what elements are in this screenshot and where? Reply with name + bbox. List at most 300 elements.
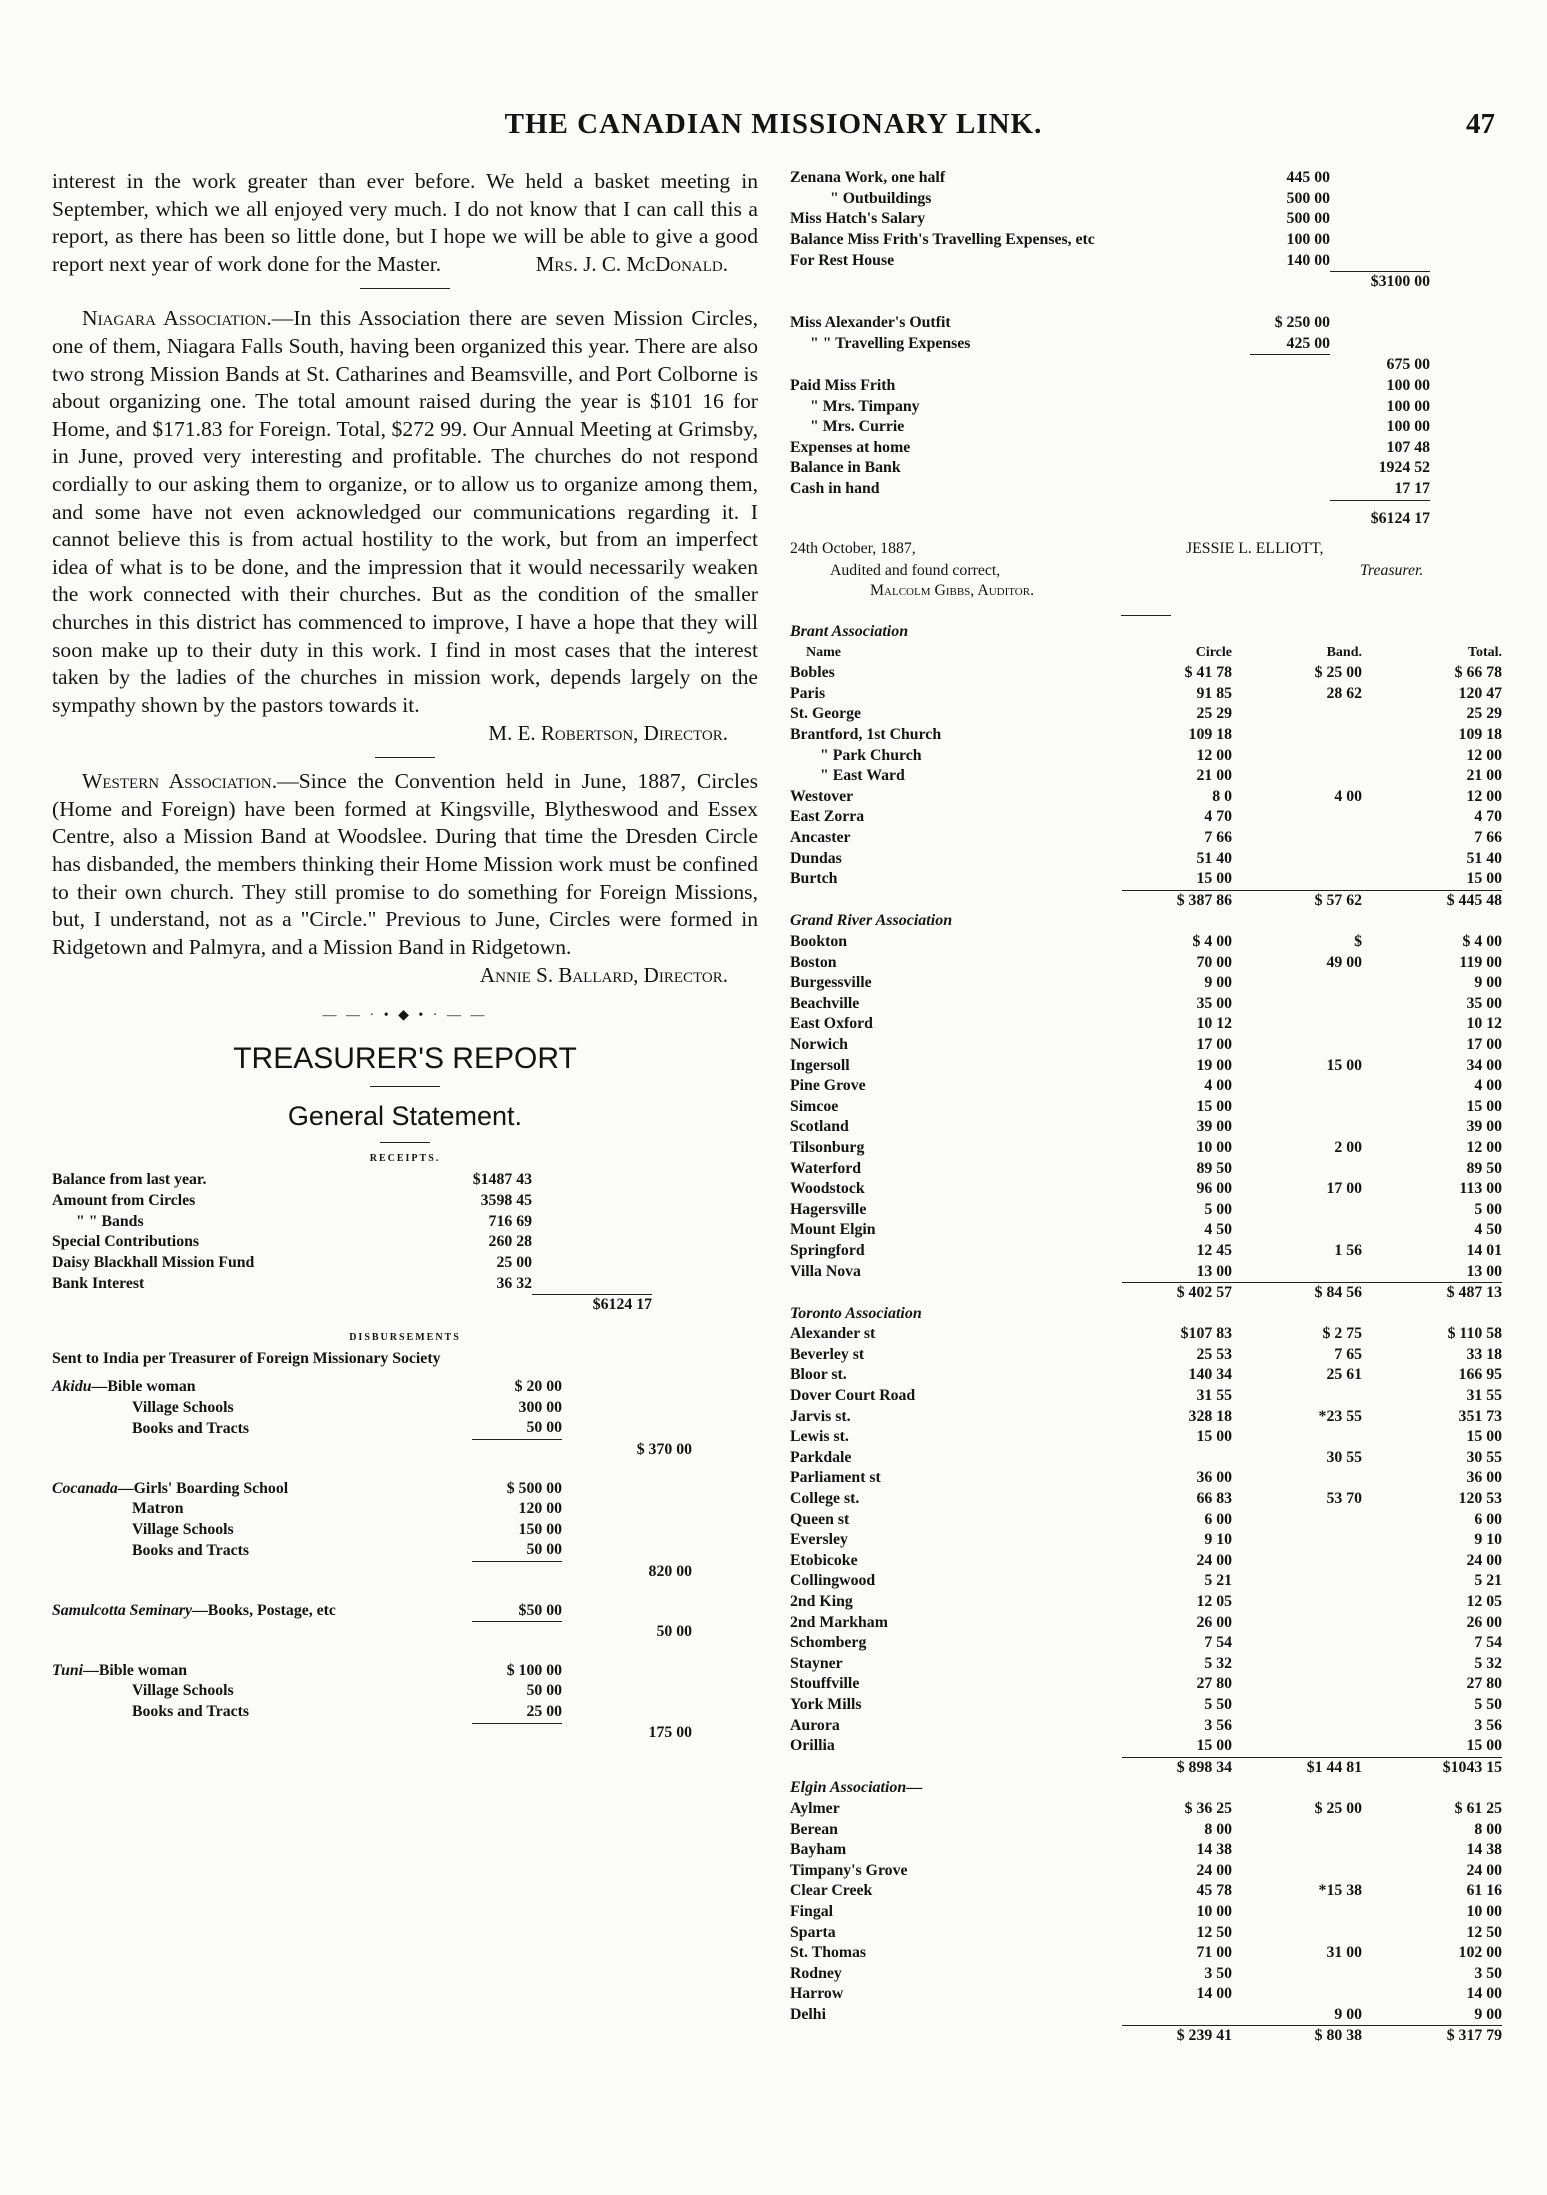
circle-amount: $ 4 00 [1192,933,1232,950]
total-amount: 24 00 [1466,1861,1502,1879]
church-name: Lewis st. [790,1428,849,1446]
left-column [52,168,758,1744]
church-name: Paris [790,684,826,702]
table-row [790,663,1502,684]
samulcotta-table [52,1601,692,1643]
band-amount [1232,725,1362,746]
table-row [790,953,1502,974]
total-amount: 12 05 [1466,1593,1502,1610]
table-row: Books and Tracts 50 00 [132,1541,562,1559]
circle-amount: 3 56 [1204,1716,1232,1734]
table-row: Akidu—Bible woman $ 20 00 [52,1378,562,1396]
total-amount: 24 00 [1466,1551,1502,1569]
total-amount: 27 80 [1466,1675,1502,1693]
table-row: " Outbuildings 500 00 [830,189,1330,207]
table-row: " Mrs. Currie 100 00 [810,418,1430,436]
column-header-band: Band. [1326,644,1362,660]
church-name: Boston [790,953,837,971]
total-amount: 4 70 [1474,808,1502,826]
band-amount [1232,1530,1362,1551]
table-row: Cash in hand 17 17 [790,479,1430,498]
total-row: $ 370 00 [52,1439,692,1460]
circle-amount: 5 00 [1204,1200,1232,1218]
total-amount: 8 00 [1474,1820,1502,1838]
total-amount: 89 50 [1466,1159,1502,1177]
circle-amount: 10 00 [1196,1902,1232,1920]
total-amount: 5 21 [1474,1572,1502,1590]
table-row: Miss Alexander's Outfit $ 250 00 [790,314,1330,332]
circle-total: $ 402 57 [1122,1283,1232,1304]
table-row: Village Schools 150 00 [132,1520,562,1538]
total-amount: 5 50 [1474,1695,1502,1713]
circle-total: $ 239 41 [1122,2026,1232,2047]
circle-amount: 9 10 [1204,1531,1232,1549]
circle-amount: 12 00 [1196,746,1232,764]
circle-amount: 70 00 [1196,953,1232,971]
church-name: Westover [790,787,854,805]
circle-amount: 10 12 [1196,1015,1232,1033]
band-amount [1232,1674,1362,1695]
circle-amount: 14 00 [1196,1985,1232,2003]
band-amount [1232,1820,1362,1841]
disbursement-items-table [790,168,1430,529]
column-header-row [790,643,1502,664]
church-name: Ancaster [790,829,851,847]
total-amount: $ 110 58 [1447,1325,1502,1343]
total-amount: $ 4 00 [1462,933,1502,950]
table-row [790,1964,1502,1985]
circle-amount: 24 00 [1196,1551,1232,1569]
circle-amount: 15 00 [1196,1097,1232,1115]
association-name: Grand River Association [790,912,953,930]
band-amount [1232,1468,1362,1489]
band-amount [1232,1551,1362,1572]
church-name: St. Thomas [790,1944,867,1962]
association-name-row [790,1304,1502,1325]
band-amount [1232,1014,1362,1035]
band-amount [1232,1510,1362,1531]
association-name-row [790,622,1502,643]
circle-amount: 91 85 [1196,684,1232,702]
circle-amount: 15 00 [1196,1737,1232,1755]
total-amount: 10 12 [1466,1015,1502,1033]
church-name: Clear Creek [790,1882,873,1900]
church-name: Bobles [790,664,835,682]
total-row: 175 00 [52,1723,692,1744]
intro-signature: Mrs. J. C. McDonald. [535,252,728,277]
table-row [790,1138,1502,1159]
association-name: Brant Association [790,623,909,641]
western-signature: Annie S. Ballard, Director. [479,963,728,988]
right-column [790,168,1502,2047]
total-amount: 119 00 [1459,953,1502,971]
church-name: East Zorra [790,808,865,826]
table-row [790,1386,1502,1407]
total-amount: $ 66 78 [1454,664,1502,682]
circle-amount: 26 00 [1196,1613,1232,1631]
circle-amount: 10 00 [1196,1138,1232,1156]
band-amount [1232,994,1362,1015]
band-amount [1232,1076,1362,1097]
treasurer-name: JESSIE L. ELLIOTT, [1186,540,1324,558]
table-row [790,1407,1502,1428]
band-amount: 25 61 [1326,1366,1362,1384]
divider [1121,615,1171,616]
grand-total: $6124 17 [1330,500,1430,529]
divider [380,1142,430,1143]
church-name: Simcoe [790,1097,839,1115]
total-amount: 3 50 [1474,1964,1502,1982]
table-row [790,1674,1502,1695]
total-amount: 13 00 [1466,1262,1502,1280]
church-name: Scotland [790,1118,849,1136]
table-row [790,1365,1502,1386]
total-amount: 3 56 [1474,1716,1502,1734]
association-name-row [790,911,1502,932]
table-row [790,1179,1502,1200]
niagara-heading: Niagara Association. [82,306,272,331]
table-row [790,1943,1502,1964]
band-amount [1232,746,1362,767]
table-row [790,973,1502,994]
band-amount: 2 00 [1334,1138,1362,1156]
total-amount: 12 00 [1466,787,1502,805]
total-amount: 34 00 [1466,1056,1502,1074]
band-amount [1232,1035,1362,1056]
total-amount: 120 53 [1458,1490,1502,1508]
circle-amount [1122,2005,1232,2026]
church-name: Pine Grove [790,1077,866,1095]
circle-amount: $107 83 [1180,1325,1232,1343]
band-amount [1232,704,1362,725]
table-row [790,1633,1502,1654]
niagara-paragraph: Niagara Association.—In this Association there are seven Mission Circles, one of them, Niagara Falls South, having been organized this year. There are also two strong Mission Bands at St. Catharines and Beamsville, and Port Colborne is about organizing one. The total amount raised during the year is $101 16 for Home, and $171.83 for Foreign. Total, $272 99. Our Annual Meeting at Grimsby, in June, proved very interesting and profitable. The churches do not respond cordially to our asking them to organize, or to allow us to organize among them, and some have not even acknowledged our communications regarding it. I cannot believe this is from actual hostility to the work, but from an imperfect idea of what is to be done, and the impression that it would necessarily weaken the work connected with their churches. But as the condition of the smaller churches in this district has commenced to improve, I have a hope that they will soon make up to their duty in this work. I find in most cases that the interest taken by the ladies of the churches in mission work, depends largely on the sympathy shown by the pastors towards it. [52,306,758,717]
total-amount: 12 00 [1466,746,1502,764]
total-amount: 6 00 [1474,1510,1502,1528]
table-row: " " Travelling Expenses 425 00 [810,334,1330,352]
total-amount: 31 55 [1466,1387,1502,1405]
circle-amount: 51 40 [1196,849,1232,867]
circle-amount: 5 21 [1204,1572,1232,1590]
band-amount [1232,849,1362,870]
band-amount: *23 55 [1318,1407,1362,1425]
total-amount: 21 00 [1466,767,1502,785]
church-name: College st. [790,1490,860,1508]
church-name: " Park Church [820,746,922,764]
church-name: Dover Court Road [790,1387,916,1405]
table-row: Miss Hatch's Salary 500 00 [790,210,1330,228]
table-row [790,1200,1502,1221]
circle-amount: 5 50 [1204,1695,1232,1713]
band-total: $ 80 38 [1232,2026,1362,2047]
association-name: Toronto Association [790,1304,922,1322]
table-row [790,2005,1502,2026]
table-row [790,1241,1502,1262]
total-amount: 5 32 [1474,1654,1502,1672]
total-amount: 120 47 [1458,684,1502,702]
circle-amount: 12 05 [1196,1593,1232,1610]
circle-amount: 9 00 [1204,974,1232,992]
table-row [790,869,1502,890]
circle-amount: $ 36 25 [1184,1799,1232,1817]
column-header-name: Name [806,644,841,660]
total-row [52,1295,652,1316]
table-row: Zenana Work, one half 445 00 [790,169,1330,186]
church-name: " East Ward [820,767,905,785]
table-row [790,704,1502,725]
association-total: $ 317 79 [1362,2026,1502,2047]
auditor: Malcolm Gibbs, Auditor. [870,582,1035,600]
band-amount [1232,766,1362,787]
table-row: For Rest House 140 00 [790,251,1330,269]
circle-total: $ 387 86 [1122,890,1232,911]
total-amount: 351 73 [1458,1407,1502,1425]
table-row [790,1984,1502,2005]
table-row [790,828,1502,849]
circle-amount: 21 00 [1196,767,1232,785]
total-row: 50 00 [52,1622,692,1643]
total-amount: 166 95 [1458,1366,1502,1384]
table-row [790,1468,1502,1489]
table-row: Amount from Circles 3598 45 [52,1192,532,1210]
church-name: Waterford [790,1159,862,1177]
table-row [790,725,1502,746]
column-header-total: Total. [1467,644,1502,660]
table-row [790,1551,1502,1572]
circle-amount: 25 29 [1196,705,1232,723]
table-row: Books and Tracts 25 00 [132,1702,562,1721]
table-row [790,1881,1502,1902]
divider [370,1086,440,1087]
circle-amount: 71 00 [1196,1944,1232,1962]
total-amount: 9 00 [1474,2005,1502,2023]
association-total: $ 445 48 [1362,890,1502,911]
circle-amount: 7 66 [1204,829,1232,847]
table-row [790,1097,1502,1118]
church-name: Stouffville [790,1675,860,1693]
circle-amount: 328 18 [1188,1407,1232,1425]
church-name: Aylmer [790,1799,840,1817]
band-amount [1232,1097,1362,1118]
band-amount [1232,1716,1362,1737]
band-amount [1232,1633,1362,1654]
association-name-row [790,1778,1502,1799]
table-row [790,1923,1502,1944]
total-amount: 12 00 [1466,1138,1502,1156]
table-row: Village Schools 50 00 [132,1682,562,1700]
table-row: Matron 120 00 [132,1500,562,1518]
table-row: " Mrs. Timpany 100 00 [810,397,1430,415]
church-name: Villa Nova [790,1262,861,1280]
page-header [50,108,1497,148]
band-amount: 4 00 [1334,787,1362,805]
table-row [790,1345,1502,1366]
circle-amount: 36 00 [1196,1469,1232,1487]
circle-amount: 12 45 [1196,1241,1232,1259]
table-row: Village Schools 300 00 [132,1398,562,1416]
table-row [790,1324,1502,1345]
circle-amount: 89 50 [1196,1159,1232,1177]
table-row: Balance in Bank 1924 52 [790,459,1430,477]
band-amount: 9 00 [1334,2005,1362,2023]
band-amount [1232,869,1362,890]
table-row [790,1510,1502,1531]
niagara-signature: M. E. Robertson, Director. [488,721,728,746]
church-name: Etobicoke [790,1551,858,1569]
total-amount: 39 00 [1466,1118,1502,1136]
page-number: 47 [1466,108,1495,140]
circle-amount: 39 00 [1196,1118,1232,1136]
table-row [790,1448,1502,1469]
table-row [790,1840,1502,1861]
circle-amount: 25 53 [1196,1345,1232,1363]
band-total: $ 84 56 [1232,1283,1362,1304]
table-row: Tuni—Bible woman $ 100 00 [52,1661,562,1679]
total-amount: 17 00 [1466,1035,1502,1053]
total-amount: 12 50 [1466,1923,1502,1941]
circle-amount: 96 00 [1196,1180,1232,1198]
band-amount [1232,1427,1362,1448]
total-amount: 109 18 [1458,726,1502,744]
table-row: Books and Tracts 50 00 [132,1419,562,1437]
band-amount [1232,1923,1362,1944]
church-name: Mount Elgin [790,1221,876,1239]
church-name: Hagersville [790,1200,867,1218]
circle-amount: 19 00 [1196,1056,1232,1074]
disbursement-note: Sent to India per Treasurer of Foreign Missionary Society [52,1349,441,1367]
church-name: Beachville [790,994,860,1012]
band-amount [1232,1736,1362,1757]
association-total-row [790,890,1502,911]
band-amount [1232,1571,1362,1592]
circle-amount: 27 80 [1196,1675,1232,1693]
total-amount: 25 29 [1466,705,1502,723]
circle-amount [1122,1448,1232,1469]
table-row [790,1695,1502,1716]
church-name: Bloor st. [790,1366,847,1384]
band-amount [1232,1159,1362,1180]
column-header-circle: Circle [1195,644,1232,660]
total-amount: 15 00 [1466,1737,1502,1755]
table-row [790,746,1502,767]
church-name: St. George [790,705,862,723]
band-amount [1232,1117,1362,1138]
band-amount: 31 00 [1326,1944,1362,1962]
association-total: $1043 15 [1362,1757,1502,1778]
association-name: Elgin Association— [790,1779,923,1797]
circle-amount: 4 00 [1204,1077,1232,1095]
circle-amount: 4 70 [1204,808,1232,826]
table-row [790,1035,1502,1056]
total-amount: 30 55 [1466,1448,1502,1466]
table-row: Cocanada—Girls' Boarding School $ 500 00 [52,1479,562,1497]
circle-amount: 66 83 [1196,1490,1232,1508]
band-amount [1232,1262,1362,1283]
cocanada-table [52,1479,692,1583]
table-row [790,1117,1502,1138]
total-amount: 15 00 [1466,1428,1502,1446]
church-name: Sparta [790,1923,836,1941]
circle-amount: 7 54 [1204,1634,1232,1652]
total-amount: 14 38 [1466,1841,1502,1859]
church-name: Beverley st [790,1345,865,1363]
band-amount: 17 00 [1326,1180,1362,1198]
receipts-heading: RECEIPTS. [369,1153,441,1165]
table-row [790,1902,1502,1923]
total-amount: 113 00 [1459,1180,1502,1198]
audited-note: Audited and found correct, [830,562,1001,580]
treasurer-report-heading: TREASURER'S REPORT [233,1042,577,1076]
church-name: Woodstock [790,1180,865,1198]
total-amount: 102 00 [1458,1944,1502,1962]
total-row: 820 00 [52,1561,692,1582]
table-row [790,807,1502,828]
report-date: 24th October, 1887, [790,540,916,558]
band-amount: 7 65 [1334,1345,1362,1363]
table-row [790,994,1502,1015]
ornament-divider: — — · • ◆ • · — — [322,1008,488,1024]
table-row: Balance from last year. $1487 43 [52,1171,532,1189]
total-amount: 14 00 [1466,1985,1502,2003]
band-amount [1232,1840,1362,1861]
band-amount: 53 70 [1326,1490,1362,1508]
table-row [790,1571,1502,1592]
intro-paragraph: interest in the work greater than ever before. We held a basket meeting in September, which we all enjoyed very much. I do not know that I can call this a report, as there has been so little done, but I hope we will be able to give a good report next year of work done for the Master. [52,169,758,276]
band-amount [1232,1861,1362,1882]
band-amount [1232,1654,1362,1675]
divider [375,757,435,758]
total-amount: 7 66 [1474,829,1502,847]
western-heading: Western Association. [82,769,278,794]
table-row [790,787,1502,808]
circle-amount: 4 50 [1204,1221,1232,1239]
table-row [790,1014,1502,1035]
table-row [790,1820,1502,1841]
band-amount: $ 25 00 [1314,1799,1362,1817]
band-amount [1232,828,1362,849]
band-amount: 15 00 [1326,1056,1362,1074]
church-name: Burtch [790,870,838,888]
circle-amount: 14 38 [1196,1841,1232,1859]
circle-amount: 6 00 [1204,1510,1232,1528]
band-total: $ 57 62 [1232,890,1362,911]
table-row [790,1799,1502,1820]
table-row [790,1489,1502,1510]
circle-amount: 17 00 [1196,1035,1232,1053]
association-total-row [790,1283,1502,1304]
band-amount: $ 25 00 [1314,664,1362,682]
band-amount [1232,1613,1362,1634]
total-amount: 10 00 [1466,1902,1502,1920]
circle-amount: 24 00 [1196,1861,1232,1879]
table-row [790,1159,1502,1180]
band-amount: 49 00 [1326,953,1362,971]
table-row: Samulcotta Seminary—Books, Postage, etc $50 00 [52,1601,562,1619]
total-amount: 33 18 [1466,1345,1502,1363]
church-name: Collingwood [790,1572,876,1590]
church-name: Rodney [790,1964,842,1982]
akidu-table [52,1377,692,1460]
church-name: Tilsonburg [790,1138,865,1156]
total-amount: 35 00 [1466,994,1502,1012]
treasurer-title: Treasurer. [1360,562,1424,580]
church-name: Brantford, 1st Church [790,726,942,744]
band-total: $1 44 81 [1232,1757,1362,1778]
total-amount: 4 00 [1474,1077,1502,1095]
circle-amount: 140 34 [1188,1366,1232,1384]
band-amount: $ [1354,933,1362,950]
association-total-row [790,2026,1502,2047]
